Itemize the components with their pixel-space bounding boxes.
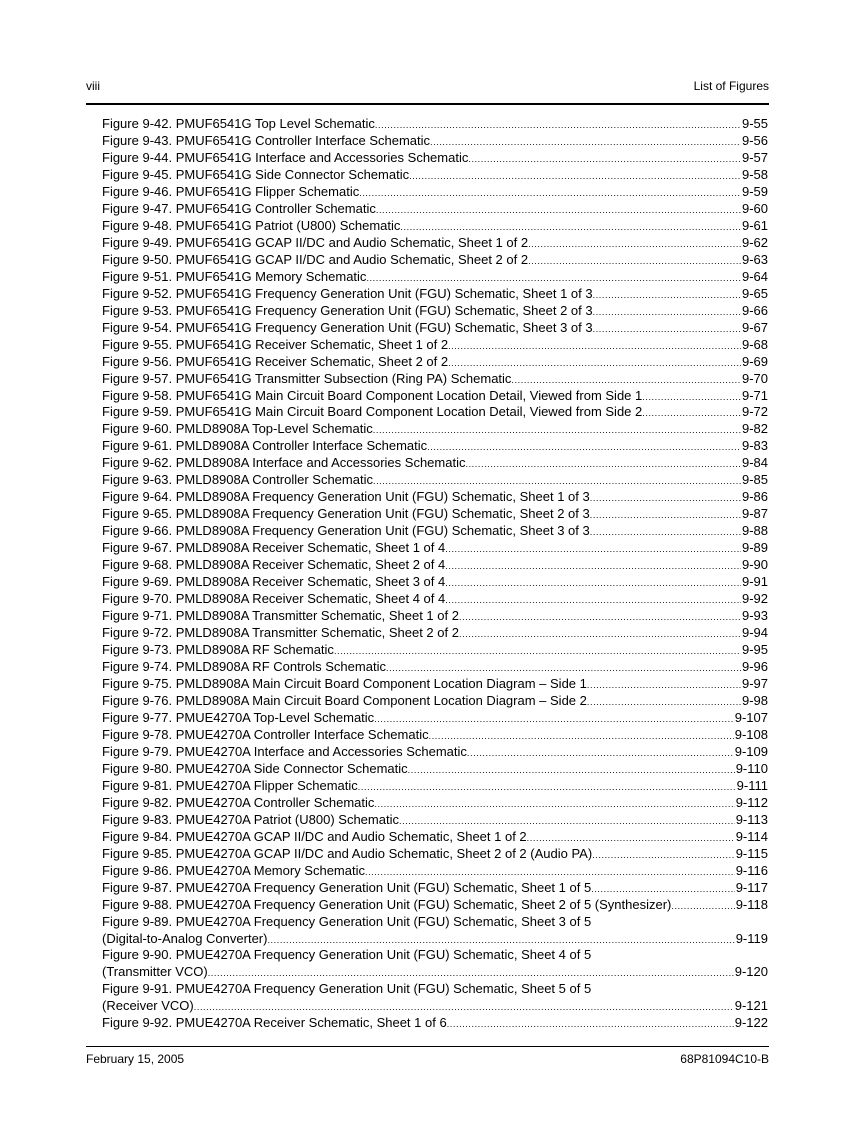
figure-title: Figure 9-77. PMUE4270A Top-Level Schematic bbox=[102, 709, 375, 725]
dot-leader bbox=[445, 575, 741, 592]
toc-entry[interactable] bbox=[102, 846, 768, 863]
figure-title: Figure 9-87. PMUE4270A Frequency Generation Unit (FGU) Schematic, Sheet 1 of 5 bbox=[102, 879, 592, 895]
toc-entry[interactable] bbox=[102, 150, 768, 167]
dot-leader bbox=[359, 185, 741, 202]
dot-leader bbox=[593, 321, 741, 338]
dot-leader bbox=[468, 151, 741, 168]
figure-title: Figure 9-88. PMUE4270A Frequency Generation Unit (FGU) Schematic, Sheet 2 of 5 (Synthesizer) bbox=[102, 896, 672, 912]
dot-leader bbox=[374, 711, 734, 728]
toc-entry[interactable] bbox=[102, 659, 768, 676]
figure-page-number: 9-57 bbox=[741, 149, 768, 165]
toc-entry-line bbox=[102, 303, 768, 321]
dot-leader bbox=[459, 609, 741, 626]
figure-page-number: 9-87 bbox=[741, 506, 768, 522]
figure-title: Figure 9-44. PMUF6541G Interface and Accessories Schematic bbox=[102, 149, 469, 165]
toc-entry[interactable] bbox=[102, 744, 768, 761]
toc-entry[interactable] bbox=[102, 981, 768, 1015]
toc-entry[interactable] bbox=[102, 303, 768, 320]
toc-entry-line bbox=[102, 998, 768, 1016]
toc-entry-line bbox=[102, 489, 768, 507]
dot-leader bbox=[591, 881, 735, 898]
toc-entry[interactable] bbox=[102, 438, 768, 455]
toc-entry-line bbox=[102, 506, 768, 524]
figure-page-number: 9-70 bbox=[741, 370, 768, 386]
toc-entry-line bbox=[102, 880, 768, 898]
dot-leader bbox=[448, 355, 741, 372]
figure-title: Figure 9-47. PMUF6541G Controller Schematic bbox=[102, 200, 376, 216]
figure-page-number: 9-94 bbox=[741, 625, 768, 641]
figure-title-continuation: (Transmitter VCO) bbox=[102, 964, 208, 980]
toc-entry[interactable] bbox=[102, 506, 768, 523]
figure-page-number: 9-68 bbox=[741, 336, 768, 352]
figure-title: Figure 9-54. PMUF6541G Frequency Generation Unit (FGU) Schematic, Sheet 3 of 3 bbox=[102, 319, 593, 335]
figure-page-number: 9-122 bbox=[734, 1015, 768, 1031]
figure-title: Figure 9-73. PMLD8908A RF Schematic bbox=[102, 642, 334, 658]
toc-entry[interactable] bbox=[102, 167, 768, 184]
toc-entry-line bbox=[102, 625, 768, 643]
header-rule bbox=[86, 103, 769, 105]
dot-leader bbox=[642, 405, 741, 422]
toc-entry-line bbox=[102, 710, 768, 728]
toc-entry[interactable] bbox=[102, 472, 768, 489]
toc-entry-line bbox=[102, 235, 768, 253]
figure-title: Figure 9-46. PMUF6541G Flipper Schematic bbox=[102, 183, 360, 199]
section-title: List of Figures bbox=[693, 79, 769, 93]
toc-entry-line bbox=[102, 421, 768, 439]
toc-entry-line bbox=[102, 354, 768, 372]
dot-leader bbox=[445, 592, 741, 609]
toc-entry[interactable] bbox=[102, 897, 768, 914]
toc-entry-line bbox=[102, 150, 768, 168]
toc-entry[interactable] bbox=[102, 371, 768, 388]
toc-entry[interactable] bbox=[102, 591, 768, 608]
figure-title: Figure 9-86. PMUE4270A Memory Schematic bbox=[102, 862, 365, 878]
figure-page-number: 9-98 bbox=[741, 692, 768, 708]
figure-page-number: 9-83 bbox=[741, 438, 768, 454]
toc-entry[interactable] bbox=[102, 829, 768, 846]
toc-entry-first-line bbox=[102, 947, 768, 964]
figure-page-number: 9-84 bbox=[741, 455, 768, 471]
figure-title: Figure 9-53. PMUF6541G Frequency Generation Unit (FGU) Schematic, Sheet 2 of 3 bbox=[102, 302, 593, 318]
figure-page-number: 9-82 bbox=[741, 421, 768, 437]
dot-leader bbox=[590, 490, 741, 507]
toc-entry-first-line bbox=[102, 981, 768, 998]
toc-entry[interactable] bbox=[102, 608, 768, 625]
figure-title-continuation: (Digital-to-Analog Converter) bbox=[102, 930, 268, 946]
toc-entry[interactable] bbox=[102, 235, 768, 252]
figure-page-number: 9-117 bbox=[735, 879, 768, 895]
toc-entry-line bbox=[102, 201, 768, 219]
figure-page-number: 9-66 bbox=[741, 302, 768, 318]
figure-title: Figure 9-70. PMLD8908A Receiver Schematic, Sheet 4 of 4 bbox=[102, 591, 446, 607]
figure-title: Figure 9-85. PMUE4270A GCAP II/DC and Audio Schematic, Sheet 2 of 2 (Audio PA) bbox=[102, 845, 593, 861]
dot-leader bbox=[459, 626, 741, 643]
figure-page-number: 9-89 bbox=[741, 540, 768, 556]
dot-leader bbox=[590, 507, 741, 524]
toc-entry[interactable] bbox=[102, 455, 768, 472]
page-footer bbox=[86, 1052, 769, 1066]
toc-entry[interactable] bbox=[102, 812, 768, 829]
figure-page-number: 9-115 bbox=[735, 845, 768, 861]
toc-entry[interactable] bbox=[102, 863, 768, 880]
figure-page-number: 9-113 bbox=[735, 811, 768, 827]
dot-leader bbox=[527, 830, 735, 847]
toc-entry[interactable] bbox=[102, 184, 768, 201]
figure-page-number: 9-95 bbox=[741, 642, 768, 658]
figure-page-number: 9-56 bbox=[741, 132, 768, 148]
toc-entry[interactable] bbox=[102, 540, 768, 557]
figure-title: Figure 9-78. PMUE4270A Controller Interface Schematic bbox=[102, 726, 429, 742]
figure-title: Figure 9-61. PMLD8908A Controller Interface Schematic bbox=[102, 438, 428, 454]
toc-entry[interactable] bbox=[102, 676, 768, 693]
figure-list bbox=[102, 116, 768, 1032]
toc-entry[interactable] bbox=[102, 557, 768, 574]
figure-page-number: 9-63 bbox=[741, 251, 768, 267]
figure-title: Figure 9-83. PMUE4270A Patriot (U800) Schematic bbox=[102, 811, 399, 827]
page-header bbox=[86, 77, 769, 93]
dot-leader bbox=[409, 168, 741, 185]
toc-entry-line bbox=[102, 337, 768, 355]
figure-page-number: 9-107 bbox=[734, 709, 768, 725]
dot-leader bbox=[399, 813, 735, 830]
dot-leader bbox=[465, 456, 741, 473]
toc-entry-line bbox=[102, 455, 768, 473]
dot-leader bbox=[593, 304, 741, 321]
figure-page-number: 9-116 bbox=[735, 862, 768, 878]
figure-page-number: 9-92 bbox=[741, 591, 768, 607]
dot-leader bbox=[267, 932, 734, 949]
page-number-label: viii bbox=[86, 79, 100, 93]
toc-entry-line bbox=[102, 964, 768, 982]
toc-entry-line bbox=[102, 133, 768, 151]
toc-entry-line bbox=[102, 778, 768, 796]
dot-leader bbox=[430, 134, 741, 151]
toc-entry-line bbox=[102, 1015, 768, 1033]
figure-title: Figure 9-71. PMLD8908A Transmitter Schematic, Sheet 1 of 2 bbox=[102, 608, 459, 624]
figure-page-number: 9-109 bbox=[734, 743, 768, 759]
figure-title: Figure 9-79. PMUE4270A Interface and Accessories Schematic bbox=[102, 743, 467, 759]
figure-title: Figure 9-67. PMLD8908A Receiver Schematic, Sheet 1 of 4 bbox=[102, 540, 446, 556]
toc-entry-line bbox=[102, 727, 768, 745]
toc-entry-line bbox=[102, 897, 768, 915]
figure-page-number: 9-88 bbox=[741, 523, 768, 539]
figure-page-number: 9-120 bbox=[734, 964, 768, 980]
dot-leader bbox=[376, 202, 741, 219]
dot-leader bbox=[208, 965, 734, 982]
toc-entry-line bbox=[102, 269, 768, 287]
figure-page-number: 9-85 bbox=[741, 472, 768, 488]
toc-entry[interactable] bbox=[102, 489, 768, 506]
toc-entry-line bbox=[102, 761, 768, 779]
figure-page-number: 9-58 bbox=[741, 166, 768, 182]
toc-entry[interactable] bbox=[102, 252, 768, 269]
figure-page-number: 9-111 bbox=[736, 777, 768, 793]
toc-entry-line bbox=[102, 218, 768, 236]
toc-entry[interactable] bbox=[102, 286, 768, 303]
figure-page-number: 9-64 bbox=[741, 268, 768, 284]
toc-entry-line bbox=[102, 371, 768, 389]
toc-entry[interactable] bbox=[102, 778, 768, 795]
dot-leader bbox=[429, 728, 734, 745]
figure-page-number: 9-71 bbox=[741, 387, 768, 403]
dot-leader bbox=[467, 745, 734, 762]
figure-page-number: 9-91 bbox=[741, 574, 768, 590]
toc-entry-line bbox=[102, 659, 768, 677]
toc-entry-line bbox=[102, 591, 768, 609]
publication-date: February 15, 2005 bbox=[86, 1052, 185, 1066]
toc-entry-line bbox=[102, 404, 768, 422]
dot-leader bbox=[590, 524, 741, 541]
dot-leader bbox=[587, 677, 741, 694]
figure-page-number: 9-86 bbox=[741, 489, 768, 505]
toc-entry[interactable] bbox=[102, 880, 768, 897]
figure-title: Figure 9-76. PMLD8908A Main Circuit Board Component Location Diagram – Side 2 bbox=[102, 692, 587, 708]
figure-page-number: 9-60 bbox=[741, 200, 768, 216]
toc-entry[interactable] bbox=[102, 947, 768, 981]
figure-title: Figure 9-50. PMUF6541G GCAP II/DC and Audio Schematic, Sheet 2 of 2 bbox=[102, 251, 529, 267]
figure-title: Figure 9-60. PMLD8908A Top-Level Schematic bbox=[102, 421, 373, 437]
figure-title: Figure 9-45. PMUF6541G Side Connector Schematic bbox=[102, 166, 410, 182]
dot-leader bbox=[375, 117, 741, 134]
toc-entry-line bbox=[102, 863, 768, 881]
figure-title-continuation: (Receiver VCO) bbox=[102, 998, 194, 1014]
toc-entry-line bbox=[102, 744, 768, 762]
dot-leader bbox=[366, 270, 741, 287]
toc-entry[interactable] bbox=[102, 269, 768, 286]
toc-entry-line bbox=[102, 931, 768, 949]
dot-leader bbox=[511, 372, 741, 389]
toc-entry[interactable] bbox=[102, 320, 768, 337]
figure-title: Figure 9-57. PMUF6541G Transmitter Subsection (Ring PA) Schematic bbox=[102, 370, 512, 386]
toc-entry-line bbox=[102, 676, 768, 694]
dot-leader bbox=[194, 999, 734, 1016]
toc-entry-line bbox=[102, 795, 768, 813]
toc-entry[interactable] bbox=[102, 574, 768, 591]
figure-page-number: 9-67 bbox=[741, 319, 768, 335]
dot-leader bbox=[642, 389, 741, 406]
figure-page-number: 9-59 bbox=[741, 183, 768, 199]
figure-page-number: 9-72 bbox=[741, 404, 768, 420]
toc-entry[interactable] bbox=[102, 354, 768, 371]
dot-leader bbox=[528, 253, 741, 270]
figure-title: Figure 9-75. PMLD8908A Main Circuit Board Component Location Diagram – Side 1 bbox=[102, 675, 587, 691]
figure-title: Figure 9-91. PMUE4270A Frequency Generation Unit (FGU) Schematic, Sheet 5 of 5 bbox=[102, 981, 592, 997]
toc-entry-line bbox=[102, 167, 768, 185]
figure-title: Figure 9-69. PMLD8908A Receiver Schematic, Sheet 3 of 4 bbox=[102, 574, 446, 590]
figure-page-number: 9-121 bbox=[734, 998, 768, 1014]
figure-title: Figure 9-81. PMUE4270A Flipper Schematic bbox=[102, 777, 358, 793]
figure-title: Figure 9-92. PMUE4270A Receiver Schematic, Sheet 1 of 6 bbox=[102, 1015, 447, 1031]
toc-entry[interactable] bbox=[102, 761, 768, 778]
figure-title: Figure 9-84. PMUE4270A GCAP II/DC and Audio Schematic, Sheet 1 of 2 bbox=[102, 828, 527, 844]
figure-page-number: 9-112 bbox=[735, 794, 768, 810]
dot-leader bbox=[400, 219, 741, 236]
footer-rule bbox=[86, 1046, 769, 1047]
toc-entry[interactable] bbox=[102, 116, 768, 133]
toc-entry[interactable] bbox=[102, 693, 768, 710]
toc-entry-line bbox=[102, 388, 768, 406]
toc-entry-line bbox=[102, 472, 768, 490]
toc-entry-line bbox=[102, 608, 768, 626]
toc-entry[interactable] bbox=[102, 795, 768, 812]
figure-page-number: 9-90 bbox=[741, 557, 768, 573]
figure-page-number: 9-65 bbox=[741, 285, 768, 301]
toc-entry[interactable] bbox=[102, 337, 768, 354]
toc-entry-line bbox=[102, 116, 768, 134]
figure-page-number: 9-108 bbox=[734, 726, 768, 742]
figure-title: Figure 9-42. PMUF6541G Top Level Schematic bbox=[102, 116, 375, 131]
toc-entry-first-line bbox=[102, 914, 768, 931]
figure-title: Figure 9-89. PMUE4270A Frequency Generation Unit (FGU) Schematic, Sheet 3 of 5 bbox=[102, 913, 592, 929]
figure-title: Figure 9-56. PMUF6541G Receiver Schematic, Sheet 2 of 2 bbox=[102, 353, 449, 369]
dot-leader bbox=[373, 473, 741, 490]
figure-title: Figure 9-63. PMLD8908A Controller Schematic bbox=[102, 472, 373, 488]
figure-title: Figure 9-64. PMLD8908A Frequency Generation Unit (FGU) Schematic, Sheet 1 of 3 bbox=[102, 489, 590, 505]
dot-leader bbox=[365, 864, 735, 881]
dot-leader bbox=[592, 847, 735, 864]
dot-leader bbox=[408, 762, 735, 779]
figure-title: Figure 9-62. PMLD8908A Interface and Accessories Schematic bbox=[102, 455, 466, 471]
figure-title: Figure 9-74. PMLD8908A RF Controls Schematic bbox=[102, 659, 386, 674]
dot-leader bbox=[445, 558, 741, 575]
toc-entry[interactable] bbox=[102, 388, 768, 405]
dot-leader bbox=[671, 898, 734, 915]
figure-title: Figure 9-68. PMLD8908A Receiver Schematic, Sheet 2 of 4 bbox=[102, 557, 446, 573]
toc-entry[interactable] bbox=[102, 642, 768, 659]
dot-leader bbox=[445, 541, 741, 558]
figure-page-number: 9-62 bbox=[741, 234, 768, 250]
figure-title: Figure 9-55. PMUF6541G Receiver Schematic, Sheet 1 of 2 bbox=[102, 336, 449, 352]
toc-entry[interactable] bbox=[102, 421, 768, 438]
figure-page-number: 9-118 bbox=[735, 896, 768, 912]
figure-title: Figure 9-66. PMLD8908A Frequency Generation Unit (FGU) Schematic, Sheet 3 of 3 bbox=[102, 523, 590, 539]
figure-page-number: 9-97 bbox=[741, 675, 768, 691]
figure-title: Figure 9-80. PMUE4270A Side Connector Schematic bbox=[102, 760, 408, 776]
dot-leader bbox=[386, 660, 741, 677]
toc-entry-line bbox=[102, 557, 768, 575]
figure-page-number: 9-69 bbox=[741, 353, 768, 369]
dot-leader bbox=[593, 287, 741, 304]
toc-entry-line bbox=[102, 846, 768, 864]
toc-entry-line bbox=[102, 438, 768, 456]
toc-entry-line bbox=[102, 320, 768, 338]
toc-entry-line bbox=[102, 286, 768, 304]
toc-entry-line bbox=[102, 642, 768, 660]
dot-leader bbox=[587, 694, 741, 711]
toc-entry[interactable] bbox=[102, 625, 768, 642]
figure-page-number: 9-93 bbox=[741, 608, 768, 624]
toc-entry[interactable] bbox=[102, 727, 768, 744]
figure-page-number: 9-55 bbox=[741, 116, 768, 131]
toc-entry[interactable] bbox=[102, 523, 768, 540]
dot-leader bbox=[358, 779, 736, 796]
figure-title: Figure 9-82. PMUE4270A Controller Schematic bbox=[102, 794, 375, 810]
dot-leader bbox=[448, 338, 741, 355]
dot-leader bbox=[374, 796, 734, 813]
toc-entry-line bbox=[102, 574, 768, 592]
toc-entry-line bbox=[102, 812, 768, 830]
figure-title: Figure 9-52. PMUF6541G Frequency Generation Unit (FGU) Schematic, Sheet 1 of 3 bbox=[102, 285, 593, 301]
toc-entry-line bbox=[102, 184, 768, 202]
dot-leader bbox=[373, 422, 741, 439]
figure-page-number: 9-110 bbox=[735, 760, 768, 776]
figure-title: Figure 9-72. PMLD8908A Transmitter Schematic, Sheet 2 of 2 bbox=[102, 625, 459, 641]
figure-title: Figure 9-43. PMUF6541G Controller Interface Schematic bbox=[102, 132, 431, 148]
dot-leader bbox=[447, 1016, 734, 1033]
figure-title: Figure 9-48. PMUF6541G Patriot (U800) Schematic bbox=[102, 217, 401, 233]
figure-title: Figure 9-58. PMUF6541G Main Circuit Board Component Location Detail, Viewed from Side 1 bbox=[102, 387, 643, 403]
dot-leader bbox=[528, 236, 741, 253]
figure-page-number: 9-114 bbox=[735, 828, 768, 844]
toc-entry-line bbox=[102, 523, 768, 541]
toc-entry[interactable] bbox=[102, 914, 768, 948]
figure-title: Figure 9-65. PMLD8908A Frequency Generation Unit (FGU) Schematic, Sheet 2 of 3 bbox=[102, 506, 590, 522]
toc-entry[interactable] bbox=[102, 404, 768, 421]
toc-entry[interactable] bbox=[102, 218, 768, 235]
dot-leader bbox=[427, 439, 741, 456]
document-number: 68P81094C10-B bbox=[680, 1052, 769, 1066]
figure-page-number: 9-61 bbox=[741, 217, 768, 233]
dot-leader bbox=[334, 643, 741, 660]
figure-title: Figure 9-59. PMUF6541G Main Circuit Board Component Location Detail, Viewed from Side 2 bbox=[102, 404, 643, 420]
toc-entry-line bbox=[102, 829, 768, 847]
figure-title: Figure 9-90. PMUE4270A Frequency Generation Unit (FGU) Schematic, Sheet 4 of 5 bbox=[102, 947, 592, 963]
toc-entry-line bbox=[102, 252, 768, 270]
toc-entry[interactable] bbox=[102, 201, 768, 218]
toc-entry[interactable] bbox=[102, 710, 768, 727]
figure-page-number: 9-119 bbox=[735, 930, 768, 946]
toc-entry-line bbox=[102, 540, 768, 558]
toc-entry[interactable] bbox=[102, 1015, 768, 1032]
toc-entry-line bbox=[102, 693, 768, 711]
figure-page-number: 9-96 bbox=[741, 659, 768, 674]
figure-title: Figure 9-49. PMUF6541G GCAP II/DC and Audio Schematic, Sheet 1 of 2 bbox=[102, 234, 529, 250]
toc-entry[interactable] bbox=[102, 133, 768, 150]
figure-title: Figure 9-51. PMUF6541G Memory Schematic bbox=[102, 268, 367, 284]
